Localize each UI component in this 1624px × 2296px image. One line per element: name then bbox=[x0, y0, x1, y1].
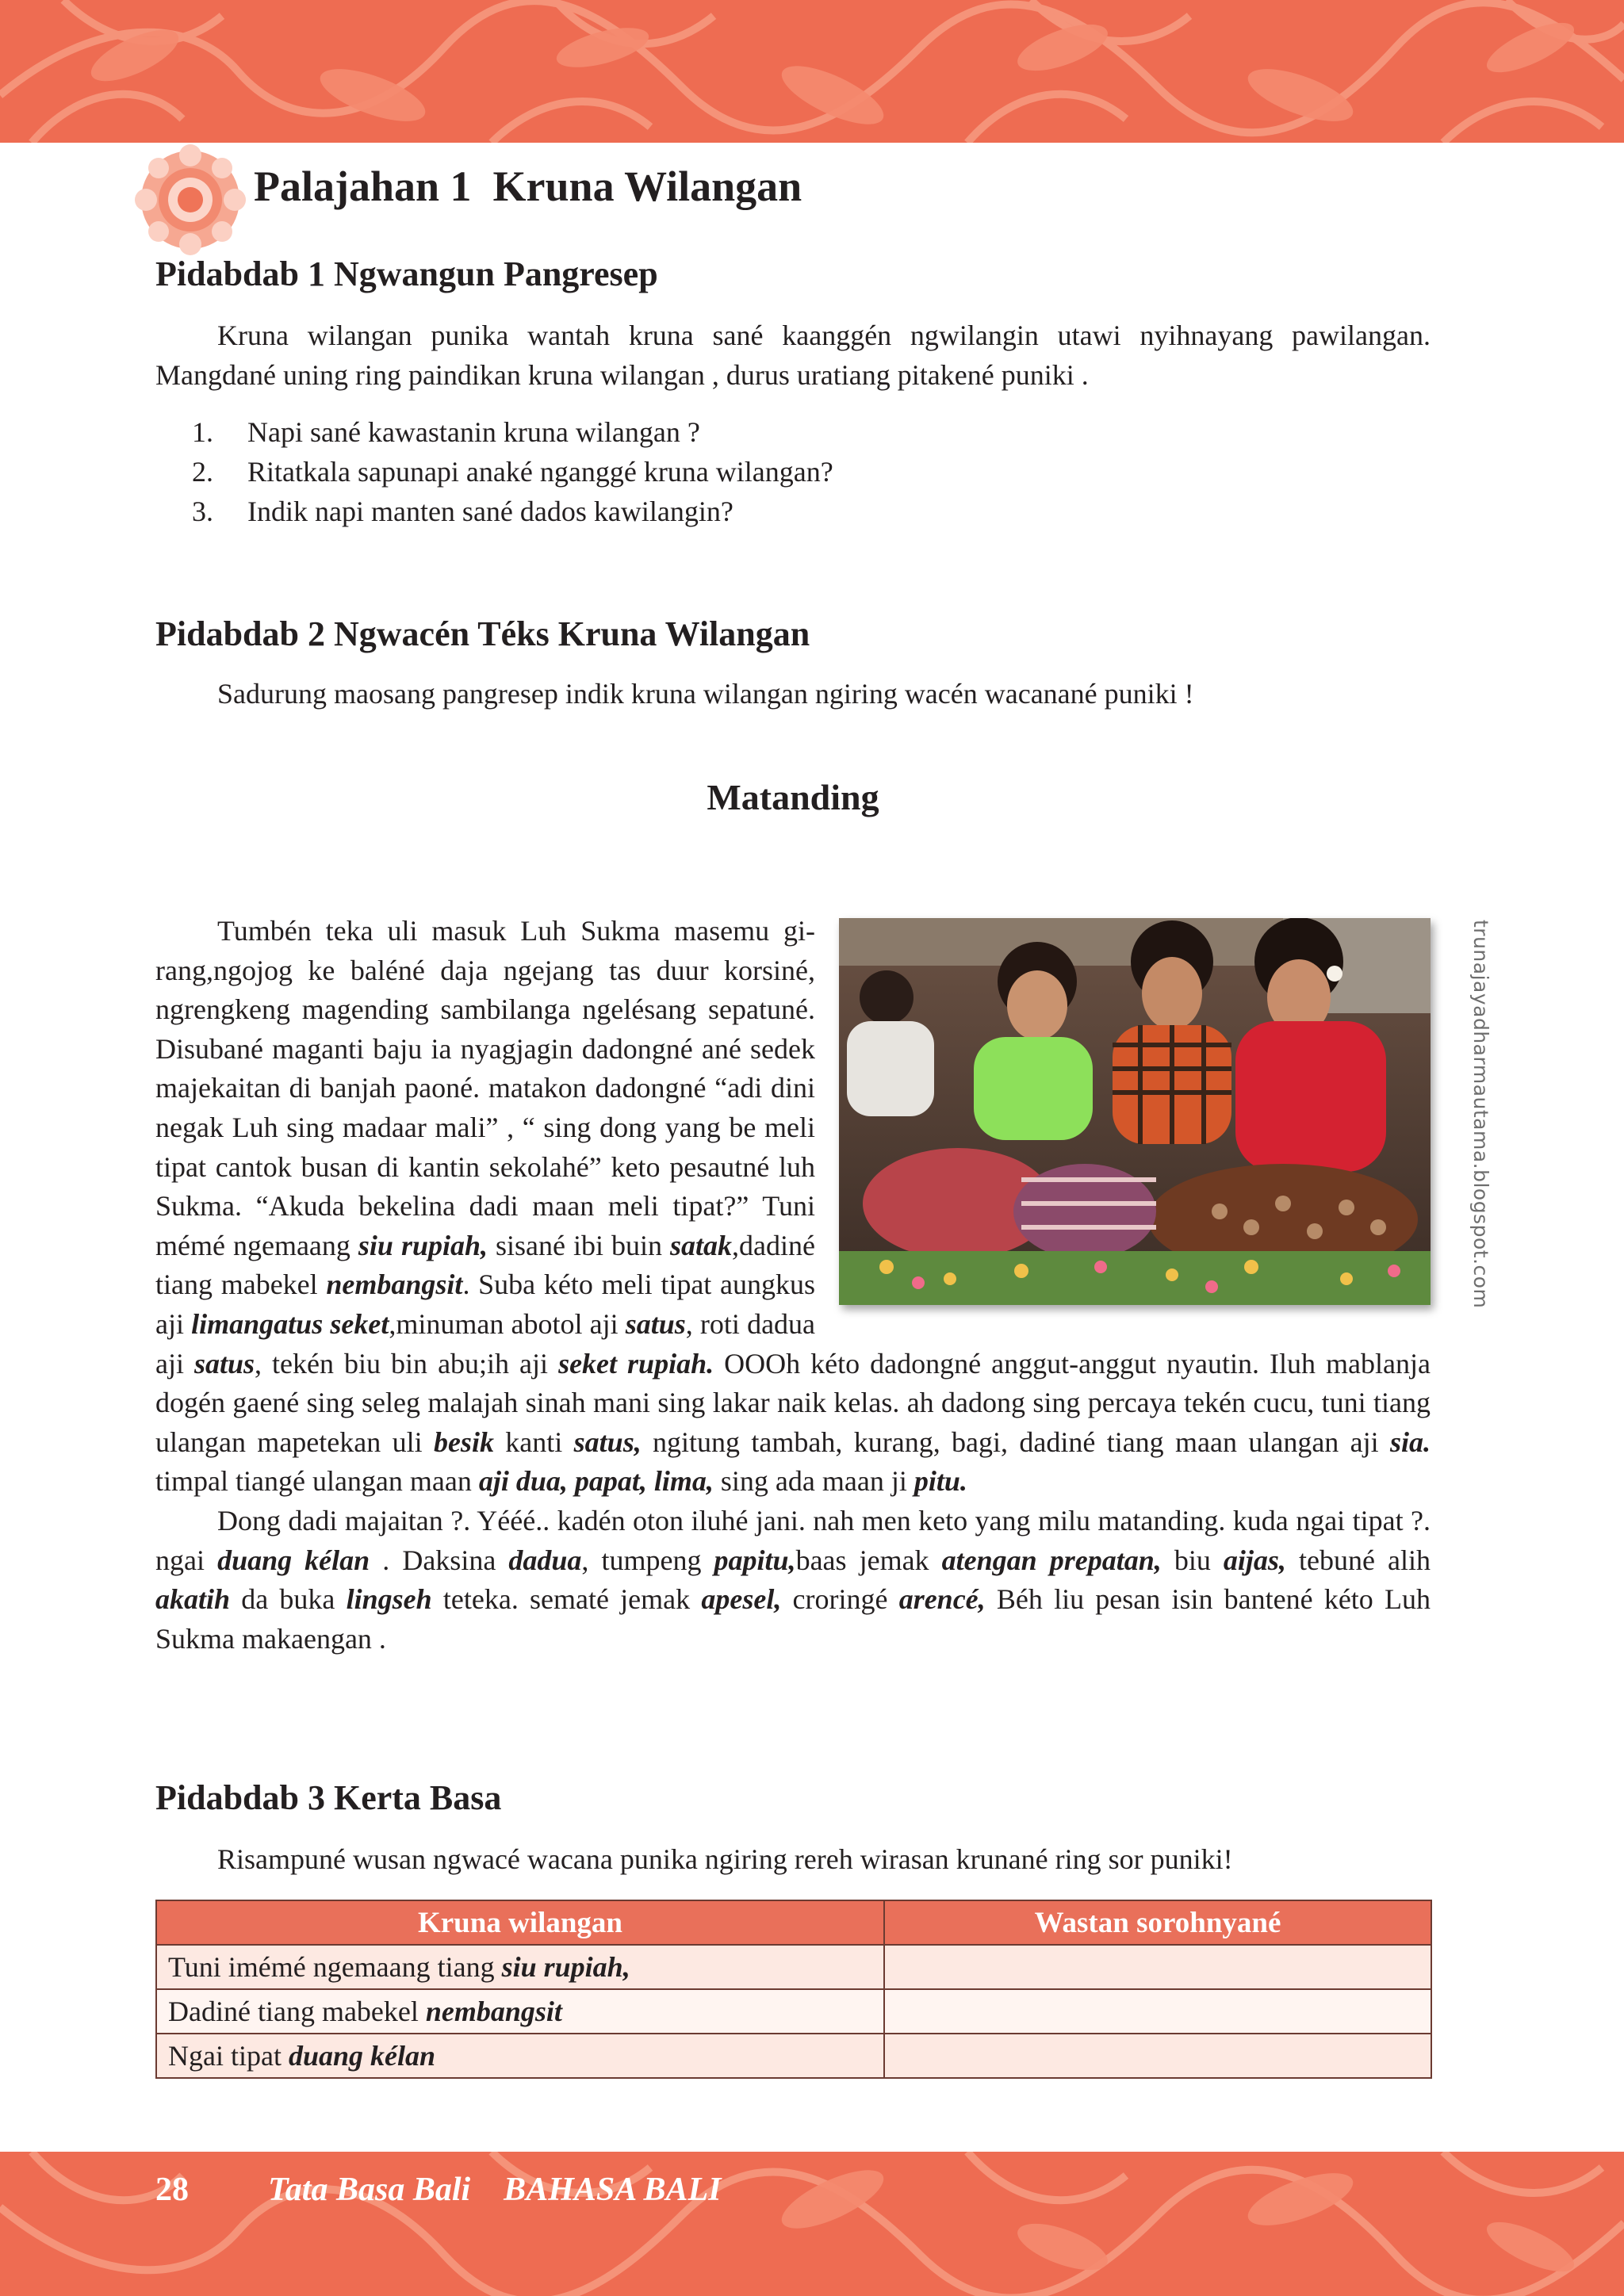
number-word: siu rupiah, bbox=[358, 1229, 488, 1261]
number-word: seket rupiah. bbox=[558, 1347, 714, 1380]
story-text-run: da buka bbox=[230, 1583, 347, 1616]
table-row bbox=[156, 1989, 1431, 2034]
table-row bbox=[156, 2034, 1431, 2078]
story-text-run: kanti bbox=[493, 1425, 574, 1458]
number-word: arencé, bbox=[898, 1583, 986, 1616]
story-text bbox=[155, 912, 1431, 1659]
answer-cell[interactable] bbox=[884, 1945, 1431, 1989]
story-text-run: OOOh kéto dadongné anggut-anggut nyautin. Iluh mablanja dogén gaené sing seleg malajah sinah mani sing lakar naik kelas. ah dadong sing percaya tekén cucu, tuni tiang ulangan mapetekan uli bbox=[155, 1347, 1431, 1458]
list-number: 3. bbox=[192, 496, 213, 527]
story-text-run: Béh liu pesan isin bantené kéto Luh Sukma makaengan . bbox=[155, 1583, 1431, 1655]
top-ornament-band bbox=[0, 0, 1624, 143]
table-header-row bbox=[156, 1900, 1431, 1945]
number-word: dadua bbox=[508, 1544, 582, 1576]
number-word: satus bbox=[625, 1307, 686, 1340]
number-word: akatih bbox=[155, 1583, 231, 1616]
section-2-title: Pidabdab 2 Ngwacén Téks Kruna Wilangan bbox=[155, 614, 810, 653]
batik-pattern bbox=[0, 0, 1624, 143]
section-1-title: Pidabdab 1 Ngwangun Pangresep bbox=[155, 254, 658, 293]
cell-text: Tuni imémé ngemaang tiang bbox=[168, 1951, 502, 1983]
number-word: besik bbox=[433, 1425, 494, 1458]
page-number: 28 bbox=[155, 2172, 189, 2208]
column-header: Kruna wilangan bbox=[156, 1900, 884, 1945]
story-text-run: sing ada maan ji bbox=[713, 1465, 914, 1498]
story-text-run: Tumbén teka uli masuk Luh Sukma masemu gi-rang,ngojog ke baléné daja ngejang tas duur korsiné, ngrengkeng magending sambilanga ngelésang sepatuné. Disubané maganti baju ia nyagjagin dadongné ané sedek majekaitan di banjah paoné. matakon dadongné “adi dini negak Luh sing madaar mali” , “ sing dong yang be meli tipat cantok busan di kantin sekolahé” keto pesautné luh Sukma. “Akuda bekelina dadi maan meli tipat?” Tuni mémé ngemaang bbox=[155, 915, 815, 1261]
number-word: pitu. bbox=[914, 1465, 967, 1498]
number-word: aji dua, papat, lima, bbox=[478, 1465, 714, 1498]
bottom-ornament-band bbox=[0, 2152, 1624, 2296]
number-word: apesel, bbox=[701, 1583, 782, 1616]
list-number: 1. bbox=[192, 416, 213, 448]
list-item bbox=[155, 452, 1424, 492]
question-text: Indik napi manten sané dados kawilangin? bbox=[247, 496, 733, 527]
flower-rosette-icon bbox=[135, 144, 246, 255]
kerta-basa-table bbox=[155, 1900, 1432, 2079]
number-word: papitu, bbox=[714, 1544, 796, 1576]
story-text-run: baas jemak bbox=[795, 1544, 942, 1576]
number-word: duang kélan bbox=[217, 1544, 370, 1576]
number-word: atengan prepatan, bbox=[941, 1544, 1162, 1576]
cell-emphasis: siu rupiah, bbox=[501, 1951, 630, 1983]
cell-text: Dadiné tiang mabekel bbox=[168, 1996, 426, 2027]
number-word: satus bbox=[194, 1347, 255, 1380]
number-word: aijas, bbox=[1223, 1544, 1286, 1576]
story-text-run: timpal tiangé ulangan maan bbox=[155, 1465, 479, 1498]
number-word: satus, bbox=[573, 1425, 642, 1458]
cell-text: Ngai tipat bbox=[168, 2040, 289, 2072]
story-text-run: , tekén biu bin abu;ih aji bbox=[255, 1347, 559, 1380]
photo-girls-making-offerings bbox=[839, 918, 1431, 1305]
table-cell bbox=[156, 2034, 884, 2078]
question-list bbox=[155, 412, 1424, 531]
story-text-run: ,minuman abotol aji bbox=[389, 1307, 626, 1340]
table-cell bbox=[156, 1945, 884, 1989]
book-title: Tata Basa Bali BAHASA BALI bbox=[268, 2172, 722, 2208]
story-text-run: tebuné alih bbox=[1285, 1544, 1431, 1576]
number-word: limangatus seket bbox=[191, 1307, 389, 1340]
story-text-run: ,dadiné tiang mabekel bbox=[155, 1229, 816, 1301]
number-word: satak bbox=[670, 1229, 733, 1261]
number-word: sia. bbox=[1390, 1425, 1431, 1458]
list-item bbox=[155, 412, 1424, 452]
table-cell bbox=[156, 1989, 884, 2034]
cell-emphasis: nembangsit bbox=[425, 1996, 562, 2027]
cell-emphasis: duang kélan bbox=[288, 2040, 436, 2072]
batik-pattern bbox=[0, 2152, 1624, 2296]
story-paragraph-2 bbox=[155, 1502, 1431, 1659]
story-text-run: ngitung tambah, kurang, bagi, dadiné tiang maan ulangan aji bbox=[641, 1425, 1390, 1458]
story-text-run: , roti dadua aji bbox=[155, 1307, 816, 1380]
answer-cell[interactable] bbox=[884, 1989, 1431, 2034]
story-title: Matanding bbox=[707, 777, 879, 817]
list-number: 2. bbox=[192, 456, 213, 488]
number-word: lingseh bbox=[346, 1583, 432, 1616]
photo-watermark: trunajayadharmautama.blogspot.com bbox=[1469, 920, 1492, 1309]
chapter-title: Palajahan 1 Kruna Wilangan bbox=[254, 163, 802, 210]
answer-cell[interactable] bbox=[884, 2034, 1431, 2078]
story-text-run: teteka. sematé jemak bbox=[431, 1583, 702, 1616]
story-text-run: . Daksina bbox=[370, 1544, 509, 1576]
story-text-run: . Suba kéto meli tipat aungkus aji bbox=[155, 1269, 816, 1340]
story-text-run: biu bbox=[1161, 1544, 1224, 1576]
story-text-run: croringé bbox=[781, 1583, 899, 1616]
number-word: nembangsit bbox=[326, 1269, 463, 1301]
column-header: Wastan sorohnyané bbox=[884, 1900, 1431, 1945]
section-1-intro: Kruna wilangan punika wantah kruna sané kaanggén ngwilangin utawi nyihnayang pawilangan. Mangdané uning ring paindikan kruna wilangan , durus uratiang pitakené puniki . bbox=[155, 320, 1431, 391]
section-2-intro: Sadurung maosang pangresep indik kruna wilangan ngiring wacén wacanané puniki ! bbox=[217, 678, 1194, 710]
story-text-run: sisané ibi buin bbox=[488, 1229, 671, 1261]
section-3-intro: Risampuné wusan ngwacé wacana punika ngiring rereh wirasan krunané ring sor puniki! bbox=[217, 1843, 1233, 1875]
table-row bbox=[156, 1945, 1431, 1989]
question-text: Ritatkala sapunapi anaké nganggé kruna wilangan? bbox=[247, 456, 833, 488]
question-text: Napi sané kawastanin kruna wilangan ? bbox=[247, 416, 700, 448]
story-text-run: Dong dadi majaitan ?. Yééé.. kadén oton iluhé jani. nah men keto yang milu matanding. kuda ngai tipat ?. ngai bbox=[155, 1504, 1431, 1576]
story-text-run: , tumpeng bbox=[581, 1544, 714, 1576]
list-item bbox=[155, 492, 1424, 531]
section-3-title: Pidabdab 3 Kerta Basa bbox=[155, 1778, 502, 1817]
